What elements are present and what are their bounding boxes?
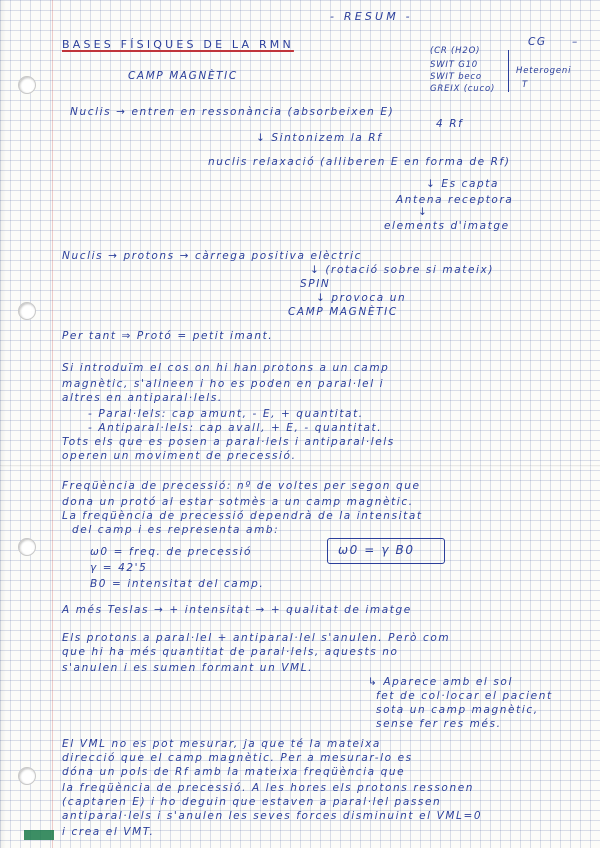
side-note-line: SWIT G10	[430, 60, 479, 70]
note-line: γ = 42'5	[90, 562, 148, 574]
side-arrow	[508, 50, 509, 92]
note-line: Els protons a paral·lel + antiparal·lel s'anulen. Però com	[62, 632, 451, 644]
note-line: Freqüència de precessió: nº de voltes per segon que	[62, 480, 421, 492]
punch-hole	[18, 538, 36, 556]
side-note-line: (CR (H2O)	[430, 46, 481, 56]
note-line: dóna un pols de Rf amb la mateixa freqüència que	[62, 766, 406, 778]
note-line: Tots els que es posen a paral·lels i antiparal·lels	[62, 436, 395, 448]
margin-line	[52, 0, 53, 848]
note-line: ↳ Aparece amb el sol	[368, 676, 513, 688]
note-line: la freqüència de precessió. A les hores els protons ressonen	[62, 782, 475, 794]
note-line: dona un protó al estar sotmès a un camp magnètic.	[62, 496, 414, 508]
note-line: Si introduïm el cos on hi han protons a un camp	[62, 362, 390, 374]
note-line: elements d'imatge	[384, 220, 510, 232]
note-line: Antena receptora	[396, 194, 514, 206]
note-line: Nuclis → protons → càrrega positiva elèctric	[62, 250, 362, 262]
note-line: A més Teslas → + intensitat → + qualitat de imatge	[62, 604, 412, 616]
note-line: i crea el VMT.	[62, 826, 155, 838]
note-line: sota un camp magnètic,	[376, 704, 539, 716]
note-line: SPIN	[300, 278, 331, 290]
note-line: - Antiparal·lels: cap avall, + E, - quantitat.	[88, 422, 383, 434]
note-line: operen un moviment de precessió.	[62, 450, 297, 462]
punch-hole	[18, 302, 36, 320]
note-line: La freqüència de precessió dependrà de la intensitat	[62, 510, 423, 522]
resum-heading: - RESUM -	[330, 10, 413, 23]
binding-mark	[24, 830, 54, 840]
note-line: antiparal·lels i s'anulen les seves forces disminuint el VML=0	[62, 810, 483, 822]
side-note-t: T	[522, 80, 528, 90]
note-line: sense fer res més.	[376, 718, 502, 730]
side-note-label: Heterogeni	[516, 66, 572, 76]
punch-hole	[18, 767, 36, 785]
punch-hole	[18, 76, 36, 94]
side-note-line: GREIX (cuco)	[430, 84, 496, 94]
note-line: fet de col·locar el pacient	[376, 690, 553, 702]
note-line: El VML no es pot mesurar, ja que té la mateixa	[62, 738, 381, 750]
note-line: CAMP MAGNÈTIC	[128, 70, 238, 82]
note-line: ↓	[418, 206, 429, 218]
note-line: (captaren E) i ho deguin que estaven a paral·lel passen	[62, 796, 442, 808]
note-line: s'anulen i es sumen formant un VML.	[62, 662, 314, 674]
note-line: ↓ (rotació sobre si mateix)	[310, 264, 495, 276]
note-line: ↓ provoca un	[316, 292, 407, 304]
formula: ω0 = γ B0	[338, 543, 415, 557]
code-mark: CG	[528, 36, 547, 48]
dash-mark: –	[572, 36, 579, 48]
page-title: BASES FÍSIQUES DE LA RMN	[62, 38, 294, 51]
note-line: CAMP MAGNÈTIC	[288, 306, 398, 318]
note-line: B0 = intensitat del camp.	[90, 578, 265, 590]
page-fold	[0, 465, 600, 467]
note-line: que hi ha més quantitat de paral·lels, aquests no	[62, 646, 399, 658]
page-edge	[0, 0, 6, 848]
note-line: 4 Rf	[436, 118, 464, 130]
note-line: del camp i es representa amb:	[72, 524, 280, 536]
note-line: Per tant ⇒ Protó = petit imant.	[62, 330, 274, 342]
note-line: - Paral·lels: cap amunt, - E, + quantitat.	[88, 408, 364, 420]
note-line: nuclis relaxació (alliberen E en forma de Rf)	[208, 156, 511, 168]
note-line: Nuclis → entren en ressonància (absorbeixen E)	[70, 106, 395, 118]
note-line: altres en antiparal·lels.	[62, 392, 223, 404]
note-line: ↓ Sintonizem la Rf	[256, 132, 383, 144]
note-line: ↓ Es capta	[426, 178, 500, 190]
note-line: ω0 = freq. de precessió	[90, 546, 252, 558]
side-note-line: SWIT beco	[430, 72, 482, 82]
note-line: direcció que el camp magnètic. Per a mesurar-lo es	[62, 752, 413, 764]
note-line: magnètic, s'alineen i ho es poden en paral·lel i	[62, 378, 385, 390]
